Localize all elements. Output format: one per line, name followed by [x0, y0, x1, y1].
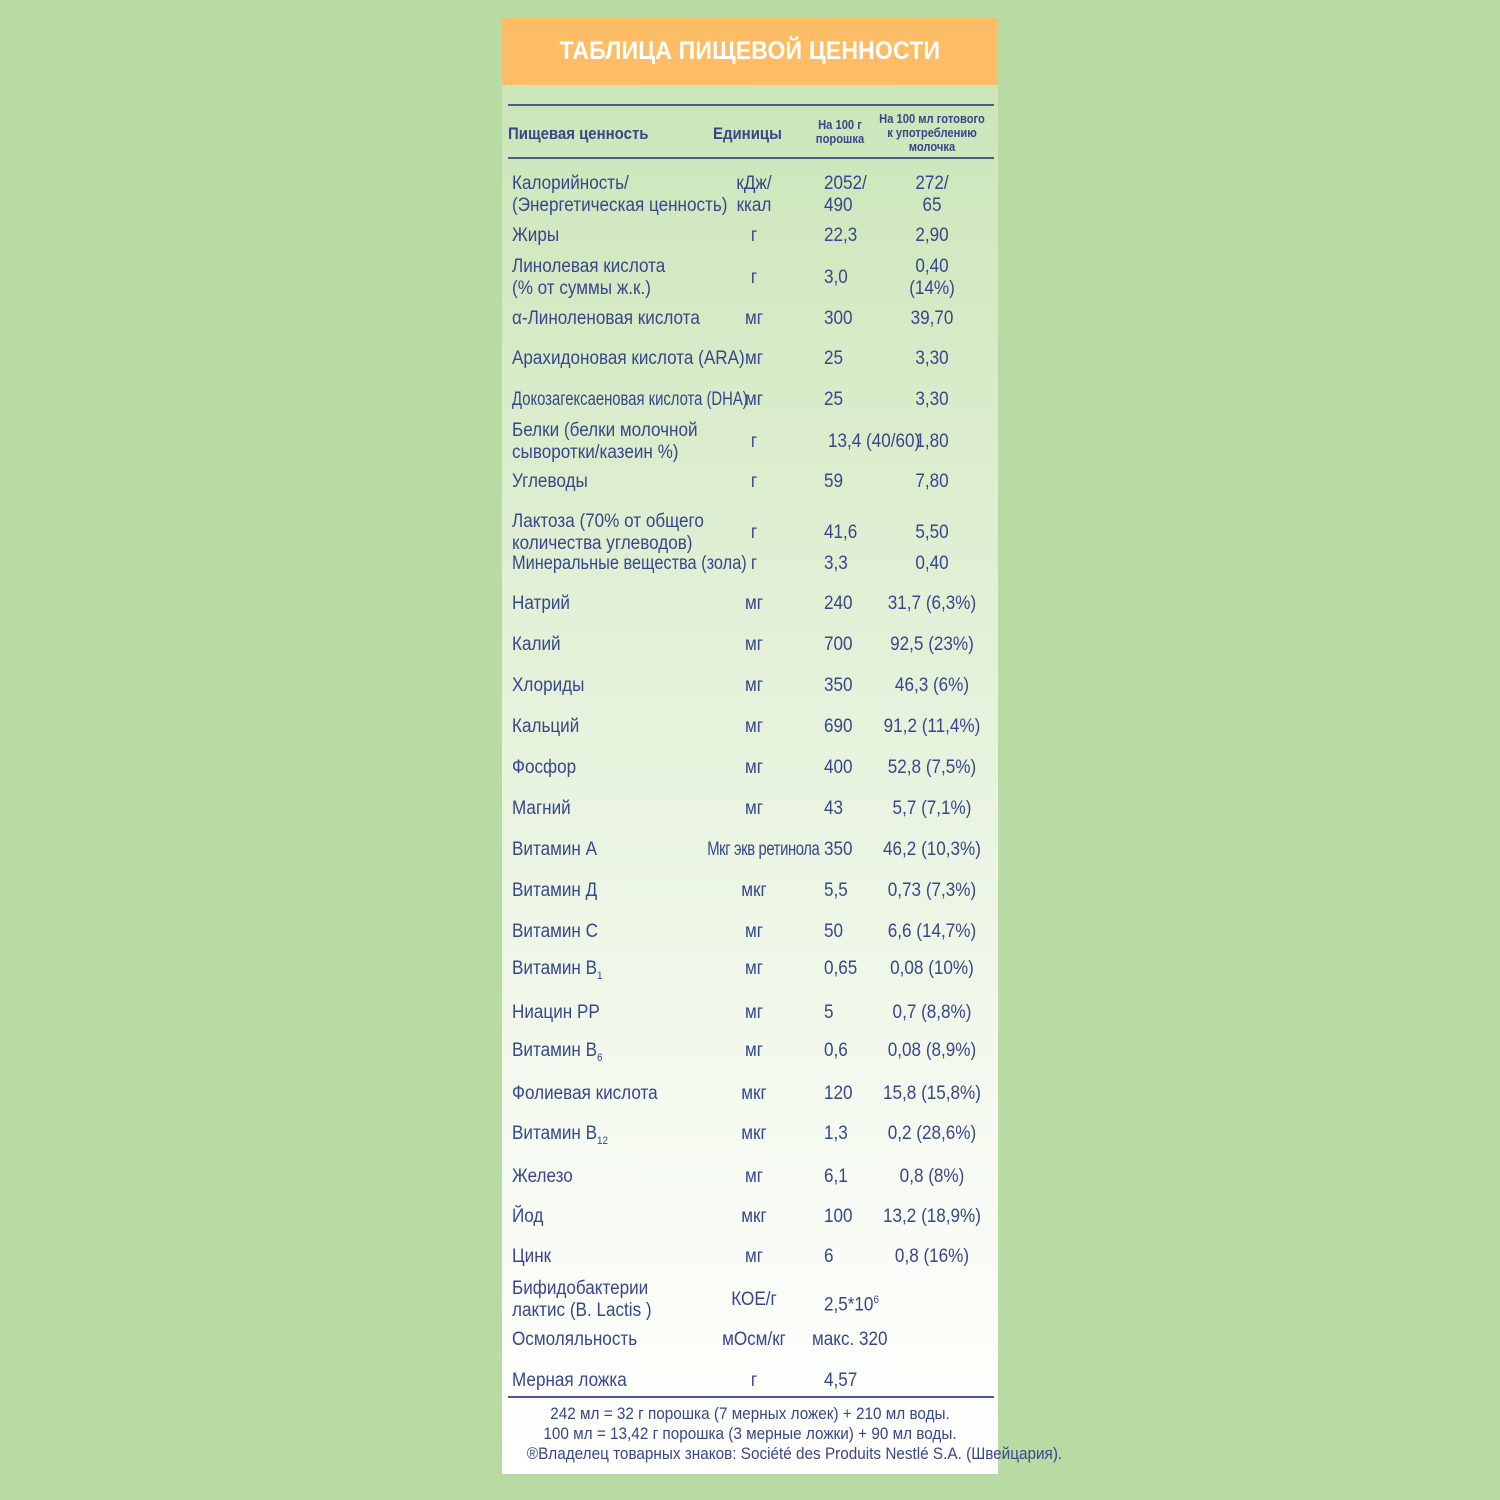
nutrient-unit: мкг — [741, 1083, 767, 1104]
nutrient-name: Жиры — [512, 225, 560, 246]
nutrient-name: Мерная ложка — [512, 1370, 627, 1391]
value-per-100g: 0,65 — [824, 958, 858, 979]
value-per-100g: 0,6 — [824, 1040, 848, 1061]
value-per-100g: 5 — [824, 1002, 834, 1023]
nutrient-unit: мг — [745, 593, 763, 614]
value-per-100g: 300 — [824, 308, 853, 329]
value-per-100ml: 92,5 (23%) — [890, 634, 974, 655]
value-per-100g: 6,1 — [824, 1166, 848, 1187]
value-per-100g: 1,3 — [824, 1123, 848, 1144]
nutrient-unit: г — [750, 225, 758, 246]
nutrient-name: Йод — [512, 1206, 544, 1227]
value-per-100ml: 5,50 — [915, 522, 949, 543]
value-per-100ml: 31,7 (6,3%) — [887, 593, 977, 614]
nutrient-name: Хлориды — [512, 675, 585, 696]
nutrient-unit: г — [750, 431, 758, 452]
nutrient-unit: г — [750, 471, 758, 492]
value-per-100g: 3,0 — [824, 267, 848, 288]
footer-trademark: ®Владелец товарных знаков: Société des Produits Nestlé S.A. (Швейцария). — [526, 1444, 1063, 1463]
value-per-100ml: 3,30 — [915, 348, 949, 369]
nutrient-name: Докозагексаеновая кислота (DHA) — [512, 389, 748, 410]
header-units: Единицы — [713, 124, 782, 143]
value-per-100g: 22,3 — [824, 225, 858, 246]
nutrient-unit: мг — [745, 348, 763, 369]
nutrient-unit: мг — [745, 1040, 763, 1061]
nutrient-unit: мг — [745, 675, 763, 696]
nutrient-unit: мг — [745, 757, 763, 778]
exponent: 6 — [873, 1294, 879, 1306]
nutrient-unit: г — [750, 267, 758, 288]
header-per-100ml: На 100 мл готового к употреблению молочка — [879, 111, 985, 154]
nutrient-name: Белки (белки молочной сыворотки/казеин %) — [512, 420, 698, 463]
value-per-100ml: 15,8 (15,8%) — [883, 1083, 981, 1104]
value-per-100g: 4,57 — [824, 1370, 858, 1391]
value-per-100ml: 52,8 (7,5%) — [887, 757, 977, 778]
nutrient-unit: г — [750, 522, 758, 543]
value-per-100g: 59 — [824, 471, 844, 492]
nutrient-unit: г — [750, 1370, 758, 1391]
value-per-100ml: 7,80 — [915, 471, 949, 492]
header-per-100g: На 100 г порошка — [815, 117, 865, 146]
footer-line-1: 242 мл = 32 г порошка (7 мерных ложек) + 210 мл воды. — [550, 1404, 950, 1423]
header-top-rule — [508, 104, 994, 106]
nutrient-name: Витамин $В_1$ — [512, 958, 603, 982]
subscript: 1 — [597, 969, 603, 982]
nutrient-name: Осмоляльность — [512, 1329, 638, 1350]
footer-rule — [508, 1396, 994, 1398]
nutrient-unit: мг — [745, 1166, 763, 1187]
nutrient-unit: мг — [745, 634, 763, 655]
value-per-100ml: 6,6 (14,7%) — [887, 921, 977, 942]
nutrient-unit: мкг — [741, 880, 767, 901]
value-per-100ml: 39,70 — [910, 308, 954, 329]
nutrient-name: Фосфор — [512, 757, 577, 778]
value-per-100ml: 0,2 (28,6%) — [887, 1123, 977, 1144]
nutrient-unit: мг — [745, 958, 763, 979]
nutrient-unit: мг — [745, 921, 763, 942]
nutrient-name: Минеральные вещества (зола) — [512, 553, 747, 574]
value-per-100g: 5,5 — [824, 880, 848, 901]
nutrient-name: Калорийность/ (Энергетическая ценность) — [512, 173, 728, 216]
value-per-100g: 400 — [824, 757, 853, 778]
nutrient-name: Кальций — [512, 716, 580, 737]
nutrient-name: Натрий — [512, 593, 570, 614]
header-bottom-rule — [508, 157, 994, 159]
value-per-100ml: 3,30 — [915, 389, 949, 410]
value-per-100g: 700 — [824, 634, 853, 655]
value-per-100g: 50 — [824, 921, 844, 942]
value-per-100g: 25 — [824, 348, 844, 369]
nutrient-unit: мкг — [741, 1206, 767, 1227]
value-per-100g: 120 — [824, 1083, 853, 1104]
value-per-100ml: 272/ 65 — [915, 173, 949, 216]
value-per-100ml: 5,7 (7,1%) — [892, 798, 972, 819]
nutrient-name: Бифидобактерии лактис (B. Lactis ) — [512, 1278, 652, 1321]
nutrient-unit: мг — [745, 716, 763, 737]
nutrient-unit: КОЕ/г — [731, 1289, 777, 1310]
nutrient-name: Цинк — [512, 1246, 552, 1267]
value-per-100ml: 0,7 (8,8%) — [892, 1002, 972, 1023]
value-per-100g: 2052/ 490 — [824, 173, 867, 216]
nutrient-name: Ниацин РР — [512, 1002, 600, 1023]
table-title: ТАБЛИЦА ПИЩЕВОЙ ЦЕННОСТИ — [559, 37, 941, 65]
value-per-100ml: 2,90 — [915, 225, 949, 246]
value-per-100ml: 0,08 (8,9%) — [887, 1040, 977, 1061]
value-per-100g: 6 — [824, 1246, 834, 1267]
nutrient-name: Калий — [512, 634, 561, 655]
header-nutrient: Пищевая ценность — [508, 124, 649, 143]
nutrient-unit: мг — [745, 389, 763, 410]
nutrient-unit: мкг — [741, 1123, 767, 1144]
value-per-100ml: 0,40 — [915, 553, 949, 574]
value-per-100g: 41,6 — [824, 522, 858, 543]
footer-line-2: 100 мл = 13,42 г порошка (3 мерные ложки) + 90 мл воды. — [543, 1424, 957, 1443]
value-per-100g: 13,4 (40/60) — [828, 431, 921, 452]
value-per-100g: 25 — [824, 389, 844, 410]
nutrient-name: α-Линоленовая кислота — [512, 308, 700, 329]
value-per-100g: $2,5*10^6$ — [824, 1294, 879, 1316]
value-per-100ml: 0,8 (8%) — [899, 1166, 965, 1187]
nutrient-name: Железо — [512, 1166, 573, 1187]
value-per-100ml: 91,2 (11,4%) — [883, 716, 981, 737]
nutrient-unit: мОсм/кг — [722, 1329, 786, 1350]
nutrient-name: Витамин $В_{12}$ — [512, 1123, 609, 1147]
nutrient-name: Витамин А — [512, 839, 598, 860]
nutrient-unit: мг — [745, 798, 763, 819]
nutrient-name: Линолевая кислота (% от суммы ж.к.) — [512, 256, 666, 299]
value-per-100g: 350 — [824, 675, 853, 696]
nutrient-name: Лактоза (70% от общего количества углеводов) — [512, 511, 704, 554]
nutrient-name: Витамин С — [512, 921, 598, 942]
value-per-100g: 350 — [824, 839, 853, 860]
title-bar — [502, 18, 998, 85]
value-per-100g: 3,3 — [824, 553, 848, 574]
nutrient-unit: мг — [745, 1002, 763, 1023]
value-per-100g: 43 — [824, 798, 844, 819]
value-per-100ml: 46,3 (6%) — [894, 675, 970, 696]
nutrient-name: Арахидоновая кислота (ARA) — [512, 348, 745, 369]
nutrient-name: Витамин $В_6$ — [512, 1040, 603, 1064]
value-per-100g: 100 — [824, 1206, 853, 1227]
value-per-100g: 690 — [824, 716, 853, 737]
value-per-100ml: 46,2 (10,3%) — [883, 839, 981, 860]
value-per-100ml: 0,73 (7,3%) — [887, 880, 977, 901]
value-per-100ml: 0,8 (16%) — [894, 1246, 970, 1267]
value-per-100ml: 0,08 (10%) — [890, 958, 974, 979]
nutrient-name: Витамин Д — [512, 880, 598, 901]
subscript: 12 — [597, 1134, 609, 1147]
nutrition-panel — [502, 18, 1063, 1474]
nutrient-unit: г — [750, 553, 758, 574]
nutrient-unit: мг — [745, 1246, 763, 1267]
nutrient-name: Углеводы — [512, 471, 588, 492]
value-per-100g: 240 — [824, 593, 853, 614]
nutrient-unit: мг — [745, 308, 763, 329]
value-per-100ml: 0,40 (14%) — [909, 256, 955, 299]
value-per-100g: макс. 320 — [812, 1329, 888, 1350]
nutrient-name: Магний — [512, 798, 571, 819]
nutrient-unit: Мкг экв ретинола — [707, 839, 820, 860]
subscript: 6 — [597, 1051, 603, 1064]
value-per-100ml: 13,2 (18,9%) — [883, 1206, 981, 1227]
nutrient-name: Фолиевая кислота — [512, 1083, 658, 1104]
nutrient-unit: кДж/ ккал — [736, 173, 772, 216]
value-per-100ml: 1,80 — [915, 431, 949, 452]
